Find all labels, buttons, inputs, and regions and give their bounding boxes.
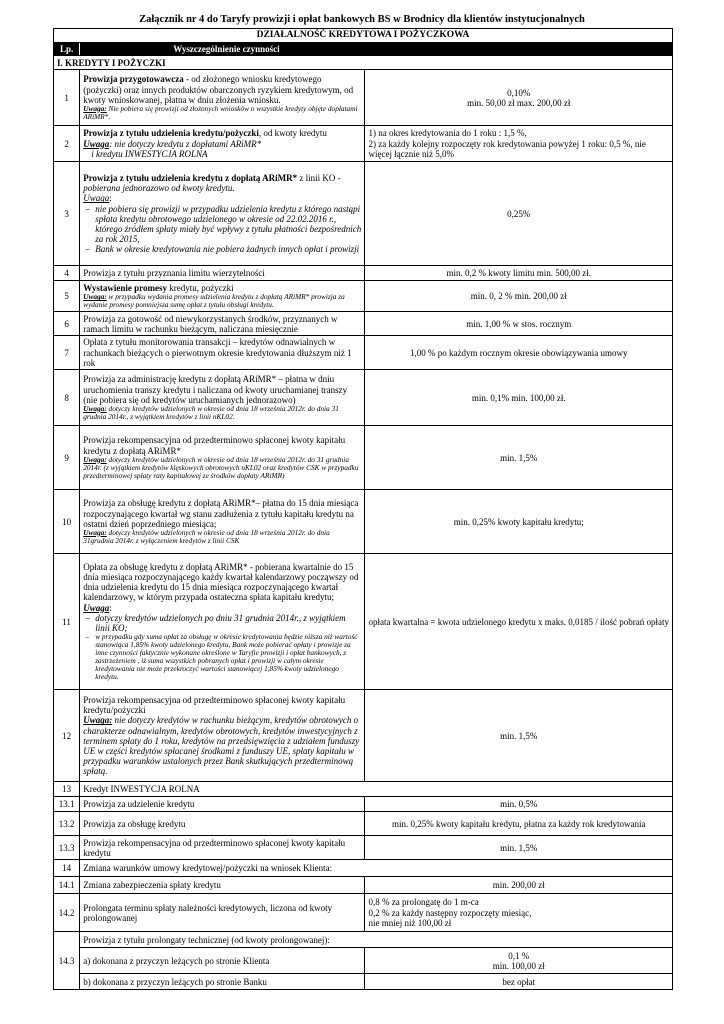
group-title: I. KREDYTY I POŻYCZKI [54,56,673,70]
row-fee: min. 0,2 % kwoty limitu min. 500,00 zł. [365,266,673,281]
table-row [54,490,673,554]
row-fee: min. 200,00 zł [365,877,673,894]
row-description: b) dokonana z przyczyn leżących po stronie Banku [80,974,365,990]
row-number: 4 [54,266,80,281]
document-title: Załącznik nr 4 do Taryfy prowizji i opłat bankowych BS w Brodnicy dla klientów instytucjonalnych [139,14,585,25]
table-row [54,948,673,974]
row-description: Opłata z tytułu monitorowania transakcji – kredytów odnawialnych w rachunkach bieżących o pierwotnym okresie kredytowania dłuższym niż 1 rok [80,336,365,370]
row-description: Prowizja z tytułu udzielenia kredytu z dopłatą ARiMR* z linii KO - pobierana jednorazowo od kwoty kredytu. Uwaga: – nie pobiera się prowizji w przypadku udzielenia kredytu z którego nastąpi spłata kredytu obrotowego udzielonego w okresie od 22.02.2016 r., którego źródłem spłaty miały być wpływy z tytułu płatności bezpośrednich za rok 2015, – Bank w okresie kredytowania nie pobiera żadnych innych opłat i prowizji [80,162,365,266]
group-row [54,56,673,70]
row-description: Kredyt INWESTYCJA ROLNA [80,782,673,797]
row-fee: min. 0,5% [365,797,673,812]
row-description: Zmiana zabezpieczenia spłaty kredytu [80,877,365,894]
section-heading-row [54,29,673,43]
table-row [54,974,673,990]
row-number: 2 [54,126,80,162]
row-number: 8 [54,370,80,426]
table-row [54,266,673,281]
table-row [54,70,673,126]
row-fee: min. 0, 2 % min. 200,00 zł [365,281,673,312]
row-fee: bez opłat [365,974,673,990]
header-lp: Lp. [54,43,80,56]
row-number: 14.2 [54,894,80,932]
row-description: Prowizja rekompensacyjna od przedterminowo spłaconej kwoty kapitału kredytu z dopłatą ARiMR* Uwaga: dotyczy kredytów udzielonych w okresie od dnia 18 września 2012r. do 31 grudnia 2014r. (z wyjątkiem kredytów klęskowych obrotowych nKL02 oraz kredytów CSK w przypadku przedterminowej spłaty raty kapitałowej ze środków dopłaty ARiMR) [80,426,365,490]
table-row [54,162,673,266]
table-row [54,782,673,797]
table-row [54,932,673,948]
row-description: Zmiana warunków umowy kredytowej/pożyczki na wniosek Klienta: [80,860,673,877]
row-number: 7 [54,336,80,370]
row-description: Prowizja za obsługę kredytu z dopłatą ARiMR*– płatna do 15 dnia miesiąca rozpoczynającego kwartał wg stanu zadłużenia z tytułu kapitału kredytu na ostatni dzień poprzedniego miesiąca; Uwaga: dotyczy kredytów udzielonych w okresie od dnia 18 września 2012r. do dnia 31grudnia 2014r. z wyłączeniem kredytów z linii CSK [80,490,365,554]
row-fee: min. 0,25% kwoty kapitału kredytu; [365,490,673,554]
row-fee: 0,8 % za prolongatę do 1 m-ca 0,2 % za każdy następny rozpoczęty miesiąc, nie mniej niż 100,00 zł [365,894,673,932]
table-row [54,312,673,336]
row-description: Prowizja z tytułu prolongaty technicznej (od kwoty prolongowanej): [80,932,673,948]
table-row [54,797,673,812]
row-number: 14.3 [54,932,80,990]
row-description: Prowizja przygotowawcza - od złożonego wniosku kredytowego (pożyczki) oraz innych produktów obarczonych ryzykiem kredytowym, od kwoty wnioskowanej, płatna w dniu złożenia wniosku. Uwaga: Nie pobiera się prowizji od złożonych wniosków o wszystkie kredyty objęte dopłatami ARiMR*. [80,70,365,126]
row-number: 5 [54,281,80,312]
row-description: Prowizja za obsługę kredytu [80,812,365,836]
row-number: 3 [54,162,80,266]
row-fee: 0,25% [365,162,673,266]
row-description: Opłata za obsługę kredytu z dopłatą ARiMR* - pobierana kwartalnie do 15 dnia miesiąca rozpoczynającego każdy kwartał kalendarzowy począwszy od dnia udzielenia kredytu do 15 dnia miesiąca rozpoczynającego kwartał kalendarzowy, w którym przypada ostateczna spłata kapitału kredytu; Uwaga: – dotyczy kredytów udzielonych po dniu 31 grudnia 2014r., z wyjątkiem linii KO; – w przypadku gdy suma opłat za obsługę w okresie kredytowania będzie niższa niż wartość stanowiąca 1,85% kwoty udzielonego kredytu, Bank może pobierać opłaty i prowizje za inne czynności faktycznie wykonane określone w Taryfie prowizji i opłat bankowych, z zastrzeżeniem , iż suma wszystkich pobranych opłat i prowizji w całym okresie kredytowania nie może przekroczyć wartości stanowiącej 1,85% kwoty udzielonego kredytu. [80,554,365,690]
row-number: 13 [54,782,80,797]
row-description: Prowizja za gotowość od niewykorzystanych środków, przyznanych w ramach limitu w rachunku bieżącym, naliczana miesięcznie [80,312,365,336]
row-fee: min. 1,5% [365,836,673,860]
table-row [54,336,673,370]
row-number: 10 [54,490,80,554]
row-description: Prowizja z tytułu przyznania limitu wierzytelności [80,266,365,281]
fee-table [53,28,673,990]
row-number: 13.2 [54,812,80,836]
row-number: 12 [54,690,80,782]
row-number: 14.1 [54,877,80,894]
row-fee: min. 0,25% kwoty kapitału kredytu, płatna za każdy rok kredytowania [365,812,673,836]
table-row [54,860,673,877]
row-description: Prowizja za administrację kredytu z dopłatą ARiMR* – płatna w dniu uruchomienia transzy kredytu i naliczana od kwoty uruchamianej transzy (nie pobiera się od kredytów uruchamianych jednorazowo) Uwaga: dotyczy kredytów udzielonych w okresie od dnia 18 września 2012r. do dnia 31 grudnia 2014r., z wyjątkiem kredytów z linii nKL02. [80,370,365,426]
row-number: 9 [54,426,80,490]
table-row [54,690,673,782]
row-description: Prolongata terminu spłaty należności kredytowych, liczona od kwoty prolongowanej [80,894,365,932]
row-description: Wystawienie promesy kredytu, pożyczki Uwaga: w przypadku wydania promesy udzielenia kredytu z dopłatą ARiMR* prowizja za wydanie promesy pomniejsza sumę opłat z tytułu obsługi kredytu. [80,281,365,312]
row-description: Prowizja z tytułu udzielenia kredytu/pożyczki, od kwoty kredytu Uwaga: nie dotyczy kredytu z dopłatami ARiMR* i kredytu INWESTYCJA ROLNA [80,126,365,162]
row-fee: min. 1,00 % w stos. rocznym [365,312,673,336]
table-row [54,877,673,894]
row-fee: min. 1,5% [365,690,673,782]
row-description: Prowizja rekompensacyjna od przedterminowo spłaconej kwoty kapitału kredytu/pożyczki Uwaga: nie dotyczy kredytów w rachunku bieżącym, kredytów obrotowych o charakterze odnawialnym, kredytów obrotowych, kredytów inwestycyjnych z terminem spłaty do 1 roku, kredytów na przedsięwzięcia z udziałem funduszy UE w części kredytów spłacanej środkami z funduszy UE, spłaty kapitału w przypadku warunków ustalonych przez Bank skutkujących przedterminową spłatą. [80,690,365,782]
table-row [54,370,673,426]
row-number: 6 [54,312,80,336]
row-fee: 0,10% min. 50,00 zł max. 200,00 zł [365,70,673,126]
row-fee: min. 0,1% min. 100,00 zł. [365,370,673,426]
table-row [54,554,673,690]
row-number: 11 [54,554,80,690]
row-description: Prowizja rekompensacyjna od przedterminowo spłaconej kwoty kapitału kredytu [80,836,365,860]
table-row [54,426,673,490]
row-fee: 0,1 % min. 100,00 zł [365,948,673,974]
row-number: 13.3 [54,836,80,860]
row-number: 1 [54,70,80,126]
table-row [54,126,673,162]
row-description: Prowizja za udzielenie kredytu [80,797,365,812]
table-row [54,812,673,836]
table-row [54,281,673,312]
row-fee: min. 1,5% [365,426,673,490]
row-fee: opłata kwartalna = kwota udzielonego kredytu x maks. 0,0185 / ilość pobrań opłaty [365,554,673,690]
table-row [54,894,673,932]
table-header-row [54,43,673,56]
row-fee: 1) na okres kredytowania do 1 roku : 1,5 %, 2) za każdy kolejny rozpoczęty rok kredytowania powyżej 1 roku: 0,5 %, nie więcej łącznie niż 5,0% [365,126,673,162]
section-heading: DZIAŁALNOŚĆ KREDYTOWA I POŻYCZKOWA [54,29,673,43]
header-desc: Wyszczególnienie czynności [80,43,673,56]
row-number: 13.1 [54,797,80,812]
table-row [54,836,673,860]
row-number: 14 [54,860,80,877]
row-fee: 1,00 % po każdym rocznym okresie obowiązywania umowy [365,336,673,370]
row-description: a) dokonana z przyczyn leżących po stronie Klienta [80,948,365,974]
